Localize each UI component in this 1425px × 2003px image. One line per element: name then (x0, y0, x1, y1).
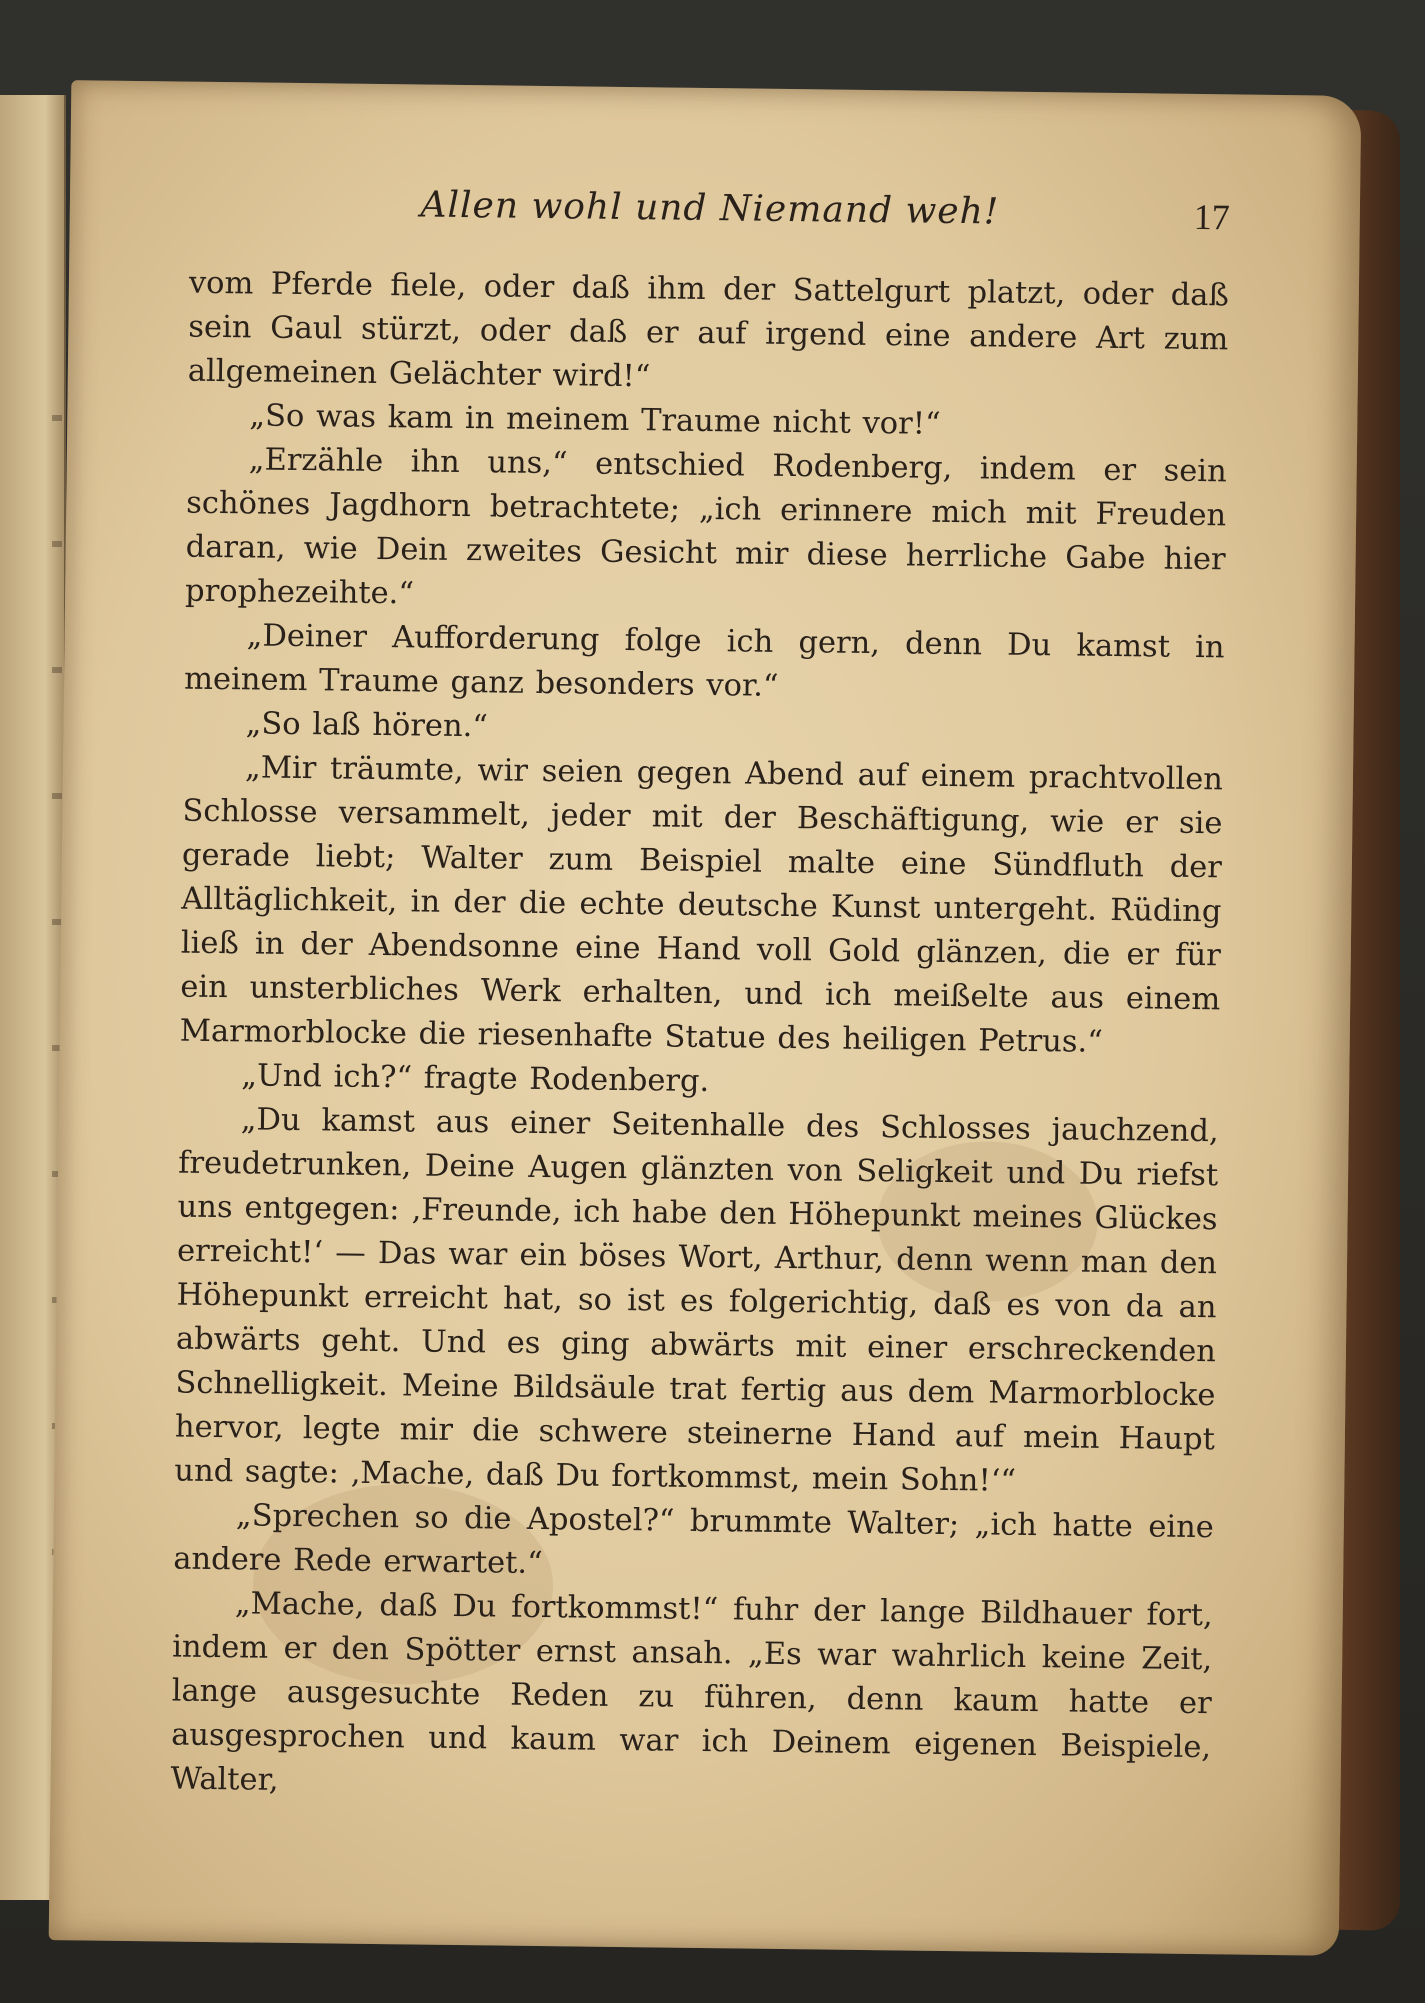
paragraph: „Mir träumte, wir seien gegen Abend auf einem prachtvollen Schlosse versammelt, jeder mit der Beschäftigung, wie er sie gerade liebt; Walter zum Beispiel malte eine Sündfluth der Alltäglichkeit, in der die echte deutsche Kunst untergeht. Rüding ließ in der Abendsonne eine Hand voll Gold glänzen, die er für ein unsterbliches Werk erhalten, und ich meißelte aus einem Marmorblocke die riesenhafte Statue des heiligen Petrus.“ (179, 750, 1224, 1060)
book-page (49, 80, 1362, 1956)
paragraph: „Erzähle ihn uns,“ entschied Rodenberg, indem er sein schönes Jagdhorn betrachtete; „ich erinnere mich mit Freuden daran, wie Dein zweites Gesicht mir diese herrliche Gabe hier prophezeihte.“ (184, 442, 1227, 612)
paragraph: „Und ich?“ fragte Rodenberg. (241, 1058, 710, 1100)
paragraph: „Du kamst aus einer Seitenhalle des Schlosses jauchzend, freudetrunken, Deine Augen glänzten von Seligkeit und Du riefst uns entgegen: ‚Freunde, ich habe den Höhepunkt meines Glückes erreicht!‘ — Das war ein böses Wort, Arthur, denn wenn man den Höhepunkt erreicht hat, so ist es folgerichtig, daß es von da an abwärts geht. Und es ging abwärts mit einer erschreckenden Schnelligkeit. Meine Bildsäule trat fertig aus dem Marmorblocke hervor, legte mir die schwere steinerne Hand auf mein Haupt und sagte: ‚Mache, daß Du fortkommst, mein Sohn!‘“ (174, 1102, 1219, 1499)
paragraph: „So laß hören.“ (245, 706, 489, 745)
paragraph: „Mache, daß Du fortkommst!“ fuhr der lange Bildhauer fort, indem er den Spötter ernst ansah. „Es war wahrlich keine Zeit, lange ausgesuchte Reden zu führen, denn kaum hatte er ausgesprochen und kaum war ich Deinem eigenen Beispiele, Walter, (170, 1586, 1213, 1798)
running-head-title: Allen wohl und Niemand weh! (420, 184, 1000, 233)
paragraph: „So was kam in meinem Traume nicht vor!“ (249, 398, 941, 442)
running-head (189, 182, 1230, 265)
paragraph: vom Pferde fiele, oder daß ihm der Sattelgurt platzt, oder daß sein Gaul stürzt, oder daß er auf irgend eine andere Art zum allgemeinen Gelächter wird!“ (187, 265, 1230, 395)
page-content (170, 182, 1230, 1815)
text-body (170, 262, 1229, 1815)
paragraph: „Sprechen so die Apostel?“ brummte Walter; „ich hatte eine andere Rede erwartet.“ (173, 1498, 1215, 1582)
page-number: 17 (1193, 196, 1231, 238)
paragraph: „Deiner Aufforderung folge ich gern, denn Du kamst in meinem Traume ganz besonders vor.“ (183, 618, 1225, 704)
